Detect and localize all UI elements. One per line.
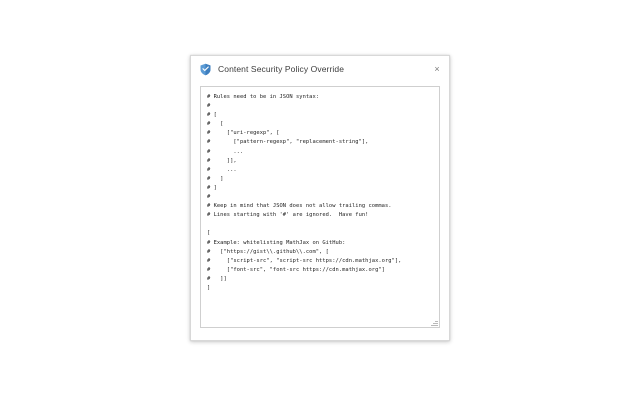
policy-json-textarea[interactable] xyxy=(200,86,440,328)
close-icon[interactable]: × xyxy=(434,64,440,74)
extension-popup-window xyxy=(190,55,450,341)
editor-container xyxy=(200,86,440,328)
popup-titlebar xyxy=(191,56,449,82)
popup-title: Content Security Policy Override xyxy=(218,64,345,74)
shield-icon xyxy=(199,63,212,76)
